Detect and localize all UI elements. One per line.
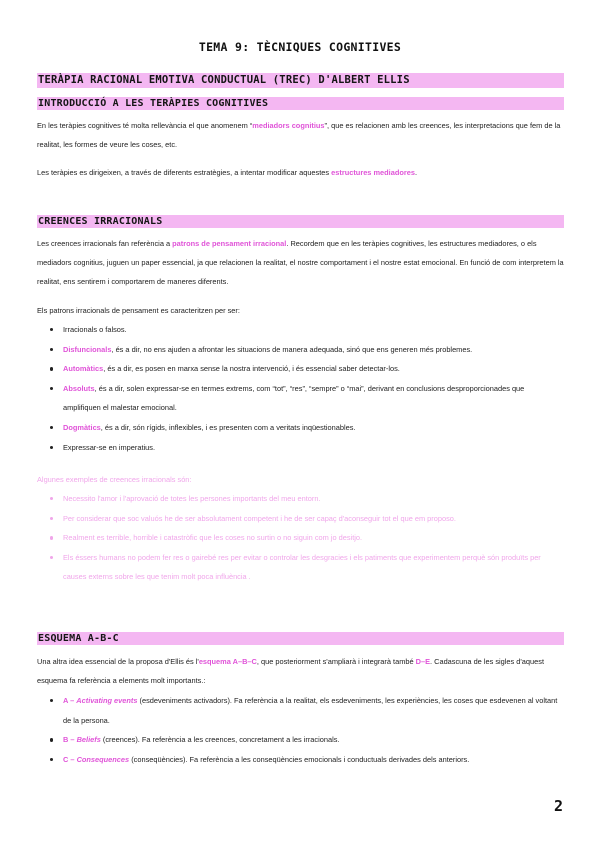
list-item-text: , és a dir, no ens ajuden a afrontar les situacions de manera adequada, sinó que ens generen més problemes. bbox=[111, 344, 473, 354]
list-item bbox=[37, 340, 564, 360]
list-item bbox=[37, 548, 564, 587]
bullet-icon bbox=[50, 387, 53, 390]
abc-letter: C – bbox=[63, 754, 77, 764]
list-item-text: , és a dir, són rígids, inflexibles, i es presenten com a veritats inqüestionables. bbox=[100, 422, 356, 432]
bullet-icon bbox=[50, 536, 53, 539]
document-title: TEMA 9: TÈCNIQUES COGNITIVES bbox=[198, 40, 402, 54]
list-item bbox=[37, 509, 564, 529]
list-item bbox=[37, 489, 564, 509]
creences-p1-highlight: patrons de pensament irracional bbox=[172, 239, 287, 248]
intro-p2-highlight: estructures mediadores bbox=[331, 168, 415, 177]
list-item-text: , és a dir, solen expressar-se en termes extrems, com “tot”, “res”, “sempre” o “mai”, derivant en conclusions desproporcionades que amplifiquen el malestar emocional. bbox=[63, 383, 525, 413]
list-item-highlight: Dogmàtics bbox=[63, 422, 101, 432]
abc-letter: B – bbox=[63, 735, 77, 745]
creences-characteristics-list bbox=[37, 320, 564, 457]
abc-term: Beliefs bbox=[76, 735, 101, 745]
bullet-icon bbox=[50, 758, 53, 761]
list-item-text: Necessito l'amor i l'aprovació de totes les persones importants del meu entorn. bbox=[63, 494, 321, 503]
section-heading-trec: TERÀPIA RACIONAL EMOTIVA CONDUCTUAL (TREC) D'ALBERT ELLIS bbox=[37, 73, 564, 88]
abc-paragraph-1 bbox=[37, 652, 564, 690]
list-item bbox=[37, 418, 564, 438]
irrational-beliefs-examples-list bbox=[37, 489, 564, 587]
bullet-icon bbox=[50, 367, 53, 370]
bullet-icon bbox=[50, 446, 53, 449]
bullet-icon bbox=[50, 328, 53, 331]
creences-paragraph-1 bbox=[37, 234, 564, 291]
bullet-icon bbox=[50, 426, 53, 429]
list-item-text: (esdeveniments activadors). Fa referència a la realitat, els esdeveniments, les experiències, les coses que esdevenen al voltant de la persona. bbox=[63, 696, 558, 725]
abc-p1-highlight-de: D–E bbox=[415, 657, 431, 666]
list-item bbox=[37, 730, 564, 750]
abc-p1-text-middle: , que posteriorment s'ampliarà i integrarà també bbox=[256, 657, 416, 666]
list-item-highlight: Disfuncionals bbox=[63, 344, 112, 354]
intro-p1-text-before: En les teràpies cognitives té molta rellevància el que anomenem “ bbox=[37, 121, 253, 130]
abc-p1-highlight-abc: esquema A–B–C bbox=[198, 657, 257, 666]
list-item-text: (conseqüències). Fa referència a les conseqüències emocionals i conductuals derivades dels anteriors. bbox=[129, 754, 470, 764]
list-item bbox=[37, 750, 564, 770]
bullet-icon bbox=[50, 699, 53, 702]
abc-letter: A – bbox=[63, 696, 77, 705]
examples-intro: Algunes exemples de creences irracionals són: bbox=[37, 475, 192, 484]
intro-paragraph-2 bbox=[37, 163, 564, 182]
creences-p1-text-before: Les creences irracionals fan referència a bbox=[37, 239, 173, 248]
abc-p1-text-after: . Cadascuna de les sigles d'aquest esquema fa referència a elements molt importants.: bbox=[37, 657, 545, 685]
intro-p2-text-after: . bbox=[414, 168, 418, 177]
list-item bbox=[37, 359, 564, 379]
list-item-text: Per considerar que soc valuós he de ser absolutament competent i he de ser capaç d'aconseguir tot el que em proposo. bbox=[63, 513, 456, 523]
abc-p1-text-before: Una altra idea essencial de la proposa d'Ellis és l' bbox=[37, 657, 199, 666]
list-item-text: (creences). Fa referència a les creences, concretament a les irracionals. bbox=[100, 735, 340, 745]
list-item-text: Expressar-se en imperatius. bbox=[63, 442, 156, 452]
intro-p2-text-before: Les teràpies es dirigeixen, a través de diferents estratègies, a intentar modificar aquestes bbox=[37, 168, 332, 177]
list-item-text: Irracionals o falsos. bbox=[63, 325, 127, 334]
list-item bbox=[37, 379, 564, 418]
abc-elements-list bbox=[37, 691, 564, 769]
list-item-text: Realment es terrible, horrible i catastròfic que les coses no surtin o no siguin com jo desitjo. bbox=[63, 533, 363, 543]
bullet-icon bbox=[50, 348, 53, 351]
bullet-icon bbox=[50, 497, 53, 500]
bullet-icon bbox=[50, 738, 53, 741]
section-heading-creences: CREENCES IRRACIONALS bbox=[37, 215, 564, 228]
abc-term: Consequences bbox=[76, 754, 130, 764]
creences-p1-text-after: . Recordem que en les teràpies cognitives, les estructures mediadores, o els mediadors cognitius, juguen un paper essencial, ja que relacionen la realitat, el nostre comportament i el nostre estat emocional. En funció de com interpretem la realitat, ens sentirem i comportarem de maneres diferents. bbox=[37, 239, 564, 286]
intro-p1-highlight: mediadors cognitius bbox=[252, 121, 325, 130]
page-number: 2 bbox=[553, 797, 563, 815]
section-heading-esquema-abc: ESQUEMA A-B-C bbox=[37, 632, 564, 645]
list-item bbox=[37, 691, 564, 730]
list-item bbox=[37, 320, 564, 340]
list-item-highlight: Absoluts bbox=[63, 383, 95, 393]
intro-p1-text-after: ”, que es relacionen amb les creences, les interpretacions que fem de la realitat, les formes de veure les coses, etc. bbox=[37, 121, 561, 149]
list-item-highlight: Automàtics bbox=[63, 364, 104, 374]
creences-paragraph-2: Els patrons irracionals de pensament es caracteritzen per ser: bbox=[37, 306, 240, 315]
list-item-text: Els éssers humans no podem fer res o gairebé res per evitar o controlar les desgracies i els patiments que experimentem perquè són produïts per causes externs sobre les que tenim molt poca influència . bbox=[63, 552, 541, 582]
list-item-text: , és a dir, es posen en marxa sense la nostra intervenció, i és essencial saber detectar-los. bbox=[103, 364, 400, 374]
bullet-icon bbox=[50, 556, 53, 559]
abc-term: Activating events bbox=[76, 696, 138, 705]
list-item bbox=[37, 438, 564, 458]
intro-paragraph-1 bbox=[37, 116, 564, 154]
bullet-icon bbox=[50, 517, 53, 520]
section-heading-introduccio: INTRODUCCIÓ A LES TERÀPIES COGNITIVES bbox=[37, 97, 564, 110]
list-item bbox=[37, 528, 564, 548]
